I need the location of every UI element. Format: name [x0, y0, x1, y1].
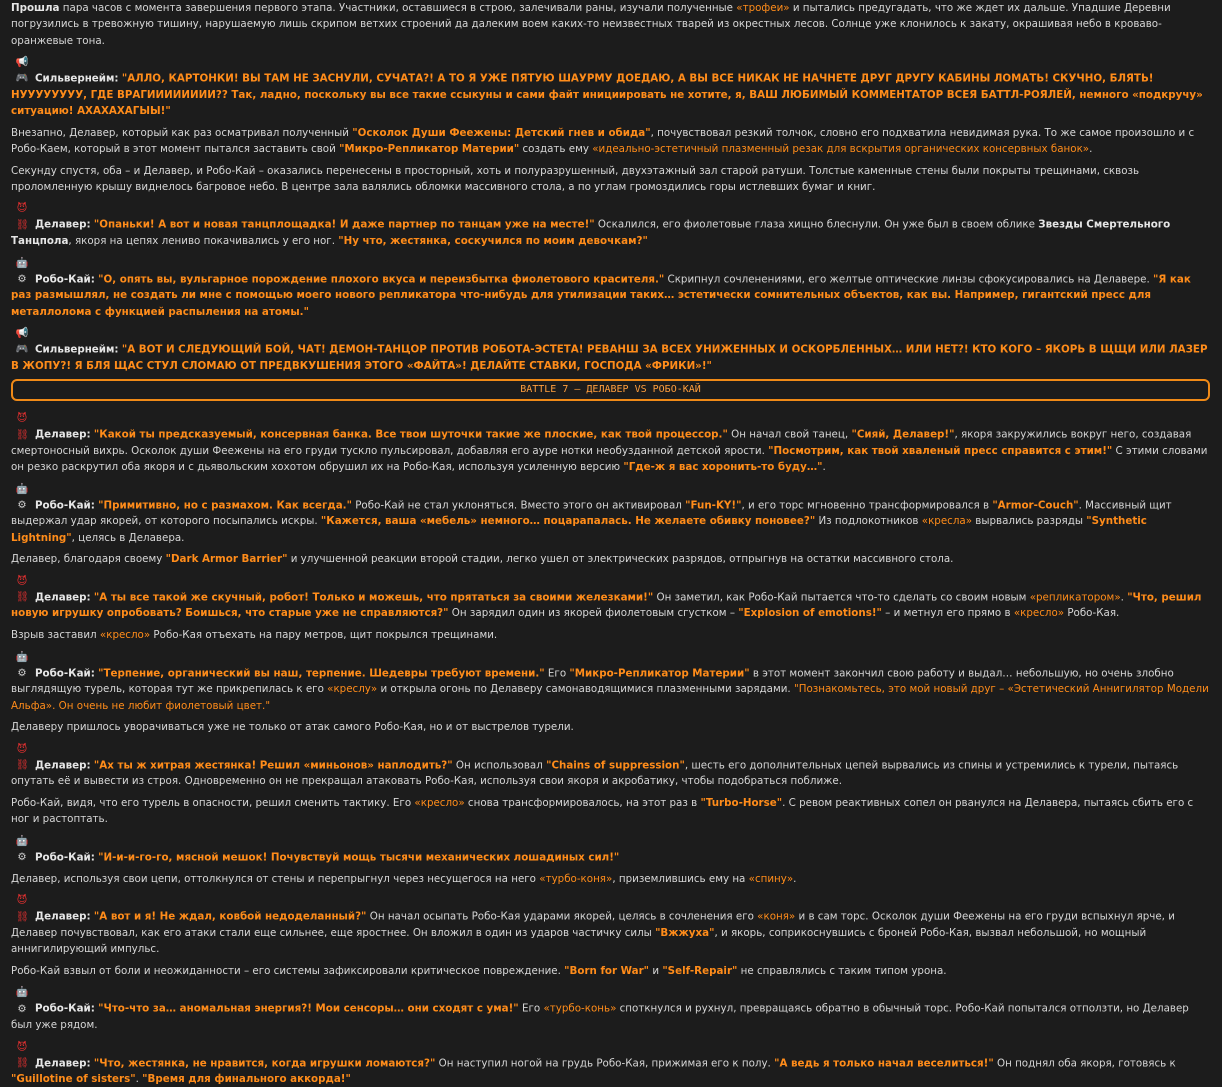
- narrative-text: создать ему: [519, 142, 593, 155]
- speaker-name: Звезды Смертельного Танцпола: [11, 218, 1171, 248]
- narrative-text: .: [822, 461, 826, 474]
- megaphone-gamepad-icon: 📢🎮: [15, 56, 29, 85]
- narrative-text: Робо-Кая.: [1064, 607, 1120, 620]
- story-paragraph: [11, 984, 1210, 1033]
- story-paragraph: [11, 54, 1210, 119]
- devil-chains-icon: 😈⛓: [15, 1040, 29, 1069]
- story-paragraph: [11, 741, 1210, 790]
- highlighted-quote: "А ты все такой же скучный, робот! Только и можешь, что прятаться за своими железками!": [93, 591, 654, 604]
- highlighted-quote: "Осколок Души Феежены: Детский гнев и обида": [352, 126, 651, 139]
- highlighted-quote: "Какой ты предсказуемый, консервная банка. Все твои шуточки такие же плоские, как твой процессор.": [93, 428, 728, 441]
- highlighted-quote: "Armor-Couch": [992, 499, 1079, 512]
- story-paragraph: [11, 481, 1210, 546]
- narrative-text: .: [1089, 142, 1093, 155]
- highlighted-term: «кресло»: [99, 629, 151, 642]
- highlighted-quote: "Explosion of emotions!": [738, 607, 882, 620]
- highlighted-quote: "Я как раз размышлял, не создать ли мне с помощью моего нового репликатора что-нибудь для утилизации таких… эстетически сомнительных объектов, как вы. Например, гигантский пресс для металлолома с функцией распыления на атомы.": [11, 272, 1191, 318]
- highlighted-quote: "Ах ты ж хитрая жестянка! Решил «миньонов» наплодить?": [93, 759, 453, 772]
- highlighted-quote: "Кажется, ваша «мебель» немного… поцарапалась. Не желаете обивку поновее?": [320, 515, 816, 528]
- highlighted-term: «креслу»: [327, 683, 378, 696]
- speaker-name: Делавер:: [35, 1056, 91, 1069]
- highlighted-term: "Познакомьтесь, это мой новый друг – «Эстетический Аннигилятор Модели Альфа». Он очень не любит фиолетовый цвет.": [11, 683, 1209, 712]
- highlighted-term: «кресло»: [1013, 607, 1065, 620]
- speaker-name: Робо-Кай:: [35, 272, 95, 285]
- highlighted-quote: "Turbo-Horse": [700, 796, 783, 809]
- narrative-text: споткнулся и рухнул, превращаясь обратно в обычный торс. Робо-Кай попытался отползти, но Делавер был уже рядом.: [11, 1002, 1189, 1031]
- story-paragraph: [11, 892, 1210, 957]
- narrative-text: и пытались предугадать, что же ждет их дальше. Упадшие Деревни погрузились в тревожную тишину, нарушаемую лишь скрипом ветхих строений да далеким воем каких-то неизвестных тварей из окрестных лесов. Солнце уже клонилось к закату, окрашивая небо в кроваво-оранжевые тона.: [11, 2, 1171, 47]
- speaker-name: Делавер:: [35, 591, 91, 604]
- highlighted-quote: "О, опять вы, вульгарное порождение плохого вкуса и переизбытка фиолетового красителя.": [98, 272, 665, 285]
- battle-story: [11, 410, 1210, 1087]
- highlighted-quote: "Где-ж я вас хоронить-то буду…": [623, 461, 823, 474]
- robot-gear-icon: 🤖⚙: [15, 834, 29, 864]
- narrative-text: вырвались разряды: [972, 515, 1087, 528]
- highlighted-quote: "А ведь я только начал веселиться!": [774, 1056, 994, 1069]
- narrative-text: Он зарядил один из якорей фиолетовым сгустком –: [448, 607, 739, 620]
- highlighted-quote: "Сияй, Делавер!": [851, 428, 955, 441]
- highlighted-term: «кресла»: [921, 515, 973, 528]
- story-paragraph: [11, 627, 1210, 643]
- narrative-text: Взрыв заставил: [11, 629, 100, 642]
- story-paragraph: [11, 1039, 1210, 1087]
- narrative-text: в этот момент закончил свою работу и выдал… небольшую, но очень злобно выглядящую турель, которая тут же прикрепилась к его: [11, 666, 1174, 696]
- highlighted-term: «коня»: [757, 910, 796, 923]
- narrative-text: – и метнул его прямо в: [881, 607, 1014, 620]
- story-paragraph: [11, 325, 1210, 374]
- story-paragraph: [11, 795, 1210, 828]
- narrative-text: и: [649, 964, 663, 977]
- highlighted-term: «репликатором»: [1029, 591, 1121, 604]
- robot-gear-icon: 🤖⚙: [15, 482, 29, 512]
- highlighted-quote: "АЛЛО, КАРТОНКИ! ВЫ ТАМ НЕ ЗАСНУЛИ, СУЧАТА?! А ТО Я УЖЕ ПЯТУЮ ШАУРМУ ДОЕДАЮ, А ВЫ ВСЕ НИКАК НЕ НАЧНЕТЕ ДРУГ ДРУГУ КАБИНЫ ЛОМАТЬ! СКУЧНО, БЛЯТЬ! НУУУУУУУУ, ГДЕ ВРАГИИИИИИИИ?? Так, ладно, поскольку вы все такие ссыкуны и сами файт инициировать не хотите, я, ВАШ ЛЮБИМЫЙ КОММЕНТАТОР ВСЕЯ БАТТЛ-РОЯЛЕЙ, немного «подкручу» ситуацию! АХАХАХАГЫЫ!": [11, 72, 1203, 118]
- highlighted-quote: "Опаньки! А вот и новая танцплощадка! И даже партнер по танцам уже на месте!": [93, 218, 595, 231]
- robot-gear-icon: 🤖⚙: [15, 986, 29, 1015]
- narrative-text: , почувствовал резкий толчок, словно его подхватила невидимая рука. То же самое произошло и с Робо-Каем, который в этот момент пытался заставить свой: [11, 126, 1195, 155]
- story-paragraph: [11, 963, 1210, 979]
- highlighted-quote: "Микро-Репликатор Материи": [569, 666, 750, 679]
- story-paragraph: [11, 871, 1210, 887]
- speaker-name: Робо-Кай:: [35, 1002, 95, 1015]
- highlighted-term: «трофеи»: [736, 2, 790, 14]
- story-paragraph: [11, 410, 1210, 475]
- highlighted-quote: "А ВОТ И СЛЕДУЮЩИЙ БОЙ, ЧАТ! ДЕМОН-ТАНЦОР ПРОТИВ РОБОТА-ЭСТЕТА! РЕВАНШ ЗА ВСЕХ УНИЖЕННЫХ И ОСКОРБЛЕННЫХ… ИЛИ НЕТ?! КТО КОГО – ЯКОРЬ В ЩЩИ ИЛИ ЛАЗЕР В ЖОПУ?! Я БЛЯ ЩАС СТУЛ СЛОМАЮ ОТ ПРЕДВКУШЕНИЯ ЭТОГО «ФАЙТА»! ДЕЛАЙТЕ СТАВКИ, ГОСПОДА «ФРИКИ»!": [11, 343, 1208, 372]
- narrative-text: Оскалился, его фиолетовые глаза хищно блеснули. Он уже был в своем облике: [594, 218, 1039, 231]
- narrative-text: , якоря на цепях лениво покачивались у его ног.: [68, 235, 339, 248]
- highlighted-quote: "Что, решил новую игрушку опробовать? Боишься, что старые уже не справляются?": [11, 591, 1202, 620]
- narrative-text: .: [793, 872, 797, 885]
- highlighted-quote: "Что, жестянка, не нравится, когда игрушки ломаются?": [93, 1056, 436, 1069]
- speaker-name: Делавер:: [35, 218, 91, 231]
- speaker-name: Робо-Кай:: [35, 851, 95, 864]
- narrative-text: снова трансформировалось, на этот раз в: [464, 796, 701, 809]
- narrative-text: Робо-Кай взвыл от боли и неожиданности – его системы зафиксировали критическое повреждение.: [11, 964, 565, 977]
- narrative-text: Робо-Кай, видя, что его турель в опасности, решил сменить тактику. Его: [11, 796, 415, 809]
- narrative-text: Секунду спустя, оба – и Делавер, и Робо-Кай – оказались перенесены в просторный, хоть и полуразрушенный, двухэтажный зал старой ратуши. Толстые каменные стены были покрыты трещинами, сквозь проломленную крышу виднелось багровое небо. В центре зала валялись обломки массивного стола, а по углам громоздились горы истлевших бумаг и книг.: [11, 164, 1140, 193]
- highlighted-quote: "И-и-и-го-го, мясной мешок! Почувствуй мощь тысячи механических лошадиных сил!": [98, 851, 620, 864]
- narrative-text: Он поднял оба якоря, готовясь к: [993, 1056, 1176, 1069]
- narrative-text: и в сам торс. Осколок души Феежены на его груди вспыхнул ярче, и Делавер почувствовал, как его атаки стали еще сильнее, еще яростнее. Он вложил в один из ударов частичку силы: [11, 910, 1175, 939]
- narrative-text: пара часов с момента завершения первого этапа. Участники, оставшиеся в строю, залечивали раны, изучали полученные: [59, 2, 737, 14]
- narrative-text: . С ревом реактивных сопел он рванулся на Делавера, пытаясь сбить его с ног и растоптать.: [11, 796, 1194, 826]
- story-paragraph: [11, 833, 1210, 866]
- highlighted-quote: "Посмотрим, как твой хваленый пресс справится с этим!": [768, 444, 1113, 457]
- story-paragraph: [11, 719, 1210, 735]
- narrative-text: Он заметил, как Робо-Кай пытается что-то сделать со своим новым: [653, 591, 1030, 604]
- narrative-text: , и его торс мгновенно трансформировался в: [741, 499, 993, 512]
- highlighted-quote: "Что-что за… аномальная энергия?! Мои сенсоры… они сходят с ума!": [98, 1002, 519, 1015]
- robot-gear-icon: 🤖⚙: [15, 650, 29, 679]
- narrative-text: , якоря закружились вокруг него, создавая смертоносный вихрь. Осколок души Феежены на его груди тускло пульсировал, добавляя его ауре нотки необузданной детской ярости.: [11, 428, 1192, 457]
- speaker-name: Сильвернейм:: [35, 72, 119, 85]
- speaker-name: Делавер:: [35, 428, 91, 441]
- narrative-text: и открыла огонь по Делаверу самонаводящимися плазменными зарядами.: [377, 683, 794, 696]
- narrative-text: и улучшенной реакции второй стадии, легко ушел от электрических разрядов, отпрыгнув на остатки массивного стола.: [287, 553, 954, 566]
- narrative-text: , и якорь, соприкоснувшись с броней Робо-Кая, вызвал небольшой, но мощный аннигилирующий импульс.: [11, 926, 1147, 956]
- narrative-text: Его: [518, 1002, 544, 1015]
- speaker-name: Прошла: [11, 2, 60, 14]
- highlighted-term: «кресло»: [414, 796, 465, 809]
- highlighted-term: «турбо-коня»: [539, 872, 613, 885]
- narrative-text: С этими словами он резко раскрутил оба якоря и с дьявольским хохотом обрушил их на Робо-Кая, используя усиленную версию: [11, 444, 1208, 474]
- highlighted-quote: "Fun-KY!": [685, 499, 742, 512]
- highlighted-quote: "Guillotine of sisters": [11, 1073, 136, 1086]
- narrative-text: Делаверу пришлось уворачиваться уже не только от атак самого Робо-Кая, но и от выстрелов турели.: [11, 721, 574, 734]
- devil-chains-icon: 😈⛓: [15, 412, 29, 441]
- story-paragraph: [11, 125, 1210, 158]
- highlighted-quote: "Born for War": [564, 964, 650, 977]
- narrative-text: .: [1120, 591, 1128, 604]
- narrative-text: , целясь в Делавера.: [71, 531, 185, 544]
- highlighted-quote: "Self-Repair": [662, 964, 738, 977]
- devil-chains-icon: 😈⛓: [15, 894, 29, 923]
- speaker-name: Сильвернейм:: [35, 343, 119, 356]
- narrative-text: . Массивный щит выдержал удар якорей, от которого посыпались искры.: [11, 499, 1172, 528]
- narrative-text: Он начал осыпать Робо-Кая ударами якорей, целясь в сочленения его: [366, 910, 758, 923]
- narrative-text: Скрипнул сочленениями, его желтые оптические линзы сфокусировались на Делавере.: [664, 272, 1154, 285]
- highlighted-quote: "Synthetic Lightning": [11, 515, 1147, 544]
- story-paragraph: [11, 255, 1210, 320]
- narrative-text: , шесть его дополнительных цепей вырвались из спины и устремились к турели, пытаясь опутать её и вывести из строя. Одновременно он не прекращал атаковать Робо-Кая, используя свои якоря и акробатику, чтобы подобраться поближе.: [11, 759, 1179, 788]
- narrative-text: Робо-Кай не стал уклоняться. Вместо этого он активировал: [351, 499, 686, 512]
- battle-header: BATTLE 7 – ДЕЛАВЕР VS РОБО-КАЙ: [11, 379, 1210, 401]
- story-paragraph: [11, 573, 1210, 622]
- narrative-text: Делавер, благодаря своему: [11, 553, 166, 566]
- highlighted-term: «идеально-эстетичный плазменный резак для вскрытия органических консервных банок»: [592, 142, 1090, 155]
- highlighted-quote: "Терпение, органический вы наш, терпение. Шедевры требуют времени.": [98, 666, 545, 679]
- narrative-text: Делавер, используя свои цепи, оттолкнулся от стены и перепрыгнул через несущегося на него: [11, 872, 540, 885]
- highlighted-quote: "Время для финального аккорда!": [142, 1073, 351, 1086]
- devil-chains-icon: 😈⛓: [15, 574, 29, 604]
- highlighted-term: «турбо-конь»: [543, 1002, 617, 1015]
- narrative-text: Он использовал: [452, 759, 547, 772]
- highlighted-quote: "Примитивно, но с размахом. Как всегда.": [98, 499, 352, 512]
- speaker-name: Робо-Кай:: [35, 499, 95, 512]
- narrative-text: не справлялись с таким типом урона.: [737, 964, 947, 977]
- speaker-name: Робо-Кай:: [35, 666, 95, 679]
- highlighted-quote: "Chains of suppression": [546, 759, 685, 772]
- narrative-text: Его: [544, 666, 570, 679]
- story-paragraph: [11, 163, 1210, 196]
- narrative-text: .: [135, 1073, 143, 1086]
- speaker-name: Делавер:: [35, 910, 91, 923]
- story-paragraph: [11, 200, 1210, 249]
- narrative-text: Он начал свой танец,: [727, 428, 852, 441]
- speaker-name: Делавер:: [35, 759, 91, 772]
- narrative-text: , приземлившись ему на: [612, 872, 749, 885]
- robot-gear-icon: 🤖⚙: [15, 256, 29, 285]
- narrative-text: Из подлокотников: [815, 515, 922, 528]
- story-paragraph: [11, 551, 1210, 567]
- story-paragraph: [11, 649, 1210, 714]
- highlighted-quote: "Микро-Репликатор Материи": [339, 142, 520, 155]
- story-paragraph: [11, 0, 1210, 49]
- highlighted-quote: "Ну что, жестянка, соскучился по моим девочкам?": [338, 235, 648, 248]
- narrative-text: Он наступил ногой на грудь Робо-Кая, прижимая его к полу.: [435, 1056, 775, 1069]
- story-intro: [11, 0, 1210, 374]
- devil-chains-icon: 😈⛓: [15, 202, 29, 231]
- highlighted-quote: "А вот и я! Не ждал, ковбой недоделанный?": [93, 910, 367, 923]
- narrative-text: Внезапно, Делавер, который как раз осматривал полученный: [11, 126, 353, 139]
- megaphone-gamepad-icon: 📢🎮: [15, 327, 29, 356]
- highlighted-quote: "Вжжуха": [655, 926, 715, 939]
- highlighted-quote: "Dark Armor Barrier": [165, 553, 288, 566]
- devil-chains-icon: 😈⛓: [15, 742, 29, 772]
- narrative-text: Робо-Кая отъехать на пару метров, щит покрылся трещинами.: [150, 629, 498, 642]
- highlighted-term: «спину»: [748, 872, 794, 885]
